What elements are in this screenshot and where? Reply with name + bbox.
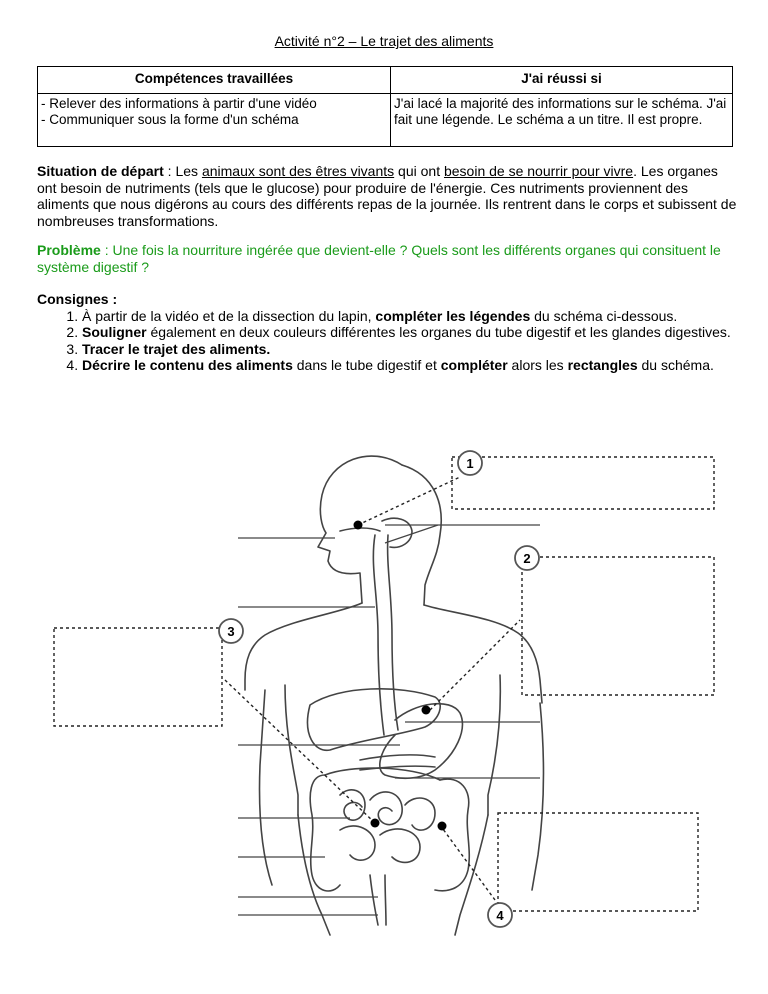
consignes-label: Consignes : bbox=[37, 291, 118, 307]
digestive-system-diagram bbox=[40, 435, 730, 960]
marker-3 bbox=[219, 619, 243, 643]
marker-4-label: 4 bbox=[496, 908, 504, 923]
situation-label: Situation de départ bbox=[37, 163, 164, 179]
skills-cell bbox=[38, 94, 391, 147]
dotted-connectors bbox=[54, 457, 714, 911]
consignes-list bbox=[37, 308, 737, 374]
situation-underline: besoin de se nourrir pour vivre bbox=[443, 163, 634, 179]
consignes-section bbox=[37, 291, 737, 374]
marker-2 bbox=[515, 546, 539, 570]
marker-2-label: 2 bbox=[523, 551, 531, 566]
probleme-paragraph bbox=[37, 242, 737, 275]
body-outline bbox=[245, 456, 544, 935]
marker-3-label: 3 bbox=[227, 624, 235, 639]
skill-item: - Relever des informations à partir d'une vidéo bbox=[41, 96, 317, 111]
situation-text: . Les organes ont besoin de nutriments (tels que le glucose) pour produire de l'énergie. Ces nutriments proviennent des aliments que nous digérons au cours des différents repas de la journée. Ils rentrent dans le corps et subissent de nombreuses transformations. bbox=[37, 163, 737, 229]
success-cell: J'ai lacé la majorité des informations sur le schéma. J'ai fait une légende. Le schéma a un titre. Il est propre. bbox=[391, 94, 733, 147]
marker-1 bbox=[458, 451, 482, 475]
consigne-item: 2. Souligner également en deux couleurs différentes les organes du tube digestif et les glandes digestives. bbox=[82, 324, 737, 341]
header-reussi: J'ai réussi si bbox=[391, 67, 733, 94]
situation-text: qui ont bbox=[394, 163, 444, 179]
probleme-text: : Une fois la nourriture ingérée que devient-elle ? Quels sont les différents organes qui consituent le système digestif ? bbox=[37, 242, 721, 275]
situation-paragraph bbox=[37, 163, 737, 229]
situation-underline: animaux sont des êtres vivants bbox=[201, 163, 395, 179]
consigne-item: 3. Tracer le trajet des aliments. bbox=[82, 341, 737, 358]
probleme-label: Problème bbox=[37, 242, 101, 258]
situation-text: : Les bbox=[163, 163, 202, 179]
marker-1-label: 1 bbox=[466, 456, 474, 471]
skill-item: - Communiquer sous la forme d'un schéma bbox=[41, 112, 299, 127]
consigne-item: 4. Décrire le contenu des aliments dans le tube digestif et compléter alors les rectangles du schéma. bbox=[82, 357, 737, 374]
consigne-item: 1. À partir de la vidéo et de la dissection du lapin, compléter les légendes du schéma ci-dessous. bbox=[82, 308, 737, 325]
marker-4 bbox=[488, 903, 512, 927]
page-title: Activité n°2 – Le trajet des aliments bbox=[274, 33, 494, 49]
competences-table bbox=[37, 66, 733, 147]
marker-dots bbox=[354, 521, 447, 831]
header-competences: Compétences travaillées bbox=[38, 67, 391, 94]
